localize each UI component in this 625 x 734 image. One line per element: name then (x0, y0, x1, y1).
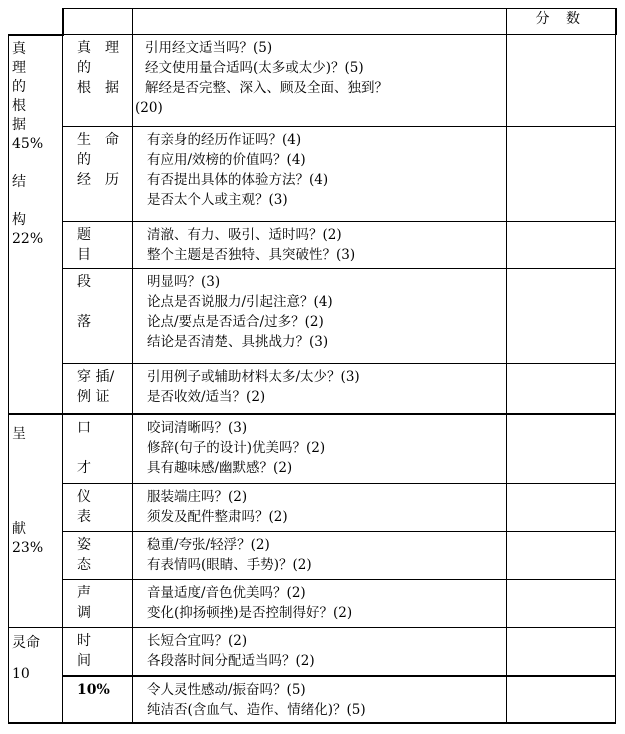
score-cell[interactable] (507, 628, 616, 676)
score-cell[interactable] (507, 676, 616, 723)
sub-category: 生 命 的 经 历 (63, 127, 133, 222)
header-sub-cell (63, 9, 133, 35)
sermon-evaluation-table (8, 8, 617, 724)
table-row (9, 532, 616, 580)
table-row (9, 269, 616, 364)
table-row (9, 35, 616, 127)
score-cell[interactable] (507, 414, 616, 484)
score-cell[interactable] (507, 532, 616, 580)
criteria-cell: 长短合宜吗？(2) 各段落时间分配适当吗？(2) (133, 628, 507, 676)
header-criteria-cell (133, 9, 507, 35)
score-cell[interactable] (507, 127, 616, 222)
criteria-cell: 明显吗？(3) 论点是否说服力/引起注意？(4) 论点/要点是否适合/过多？(2) 结论是否清楚、具挑战力？(3) (133, 269, 507, 364)
sub-category: 姿 态 (63, 532, 133, 580)
section-truth-structure: 真 理 的 根 据 45% 结 构 22% (9, 35, 63, 414)
criteria-cell: 稳重/夸张/轻浮？(2) 有表情吗(眼睛、手势)？(2) (133, 532, 507, 580)
table-row (9, 414, 616, 484)
table-row (9, 580, 616, 628)
score-cell[interactable] (507, 364, 616, 414)
sub-category: 声 调 (63, 580, 133, 628)
sub-category: 题 目 (63, 222, 133, 269)
sub-category: 仪 表 (63, 484, 133, 532)
table-row (9, 484, 616, 532)
score-cell[interactable] (507, 269, 616, 364)
sub-category: 10% (63, 676, 133, 723)
score-cell[interactable] (507, 580, 616, 628)
criteria-cell: 引用例子或辅助材料太多/太少？(3) 是否收效/适当？(2) (133, 364, 507, 414)
criteria-cell: 令人灵性感动/振奋吗？(5) 纯洁否(含血气、造作、情绪化)？(5) (133, 676, 507, 723)
sub-category: 段 落 (63, 269, 133, 364)
score-cell[interactable] (507, 484, 616, 532)
score-cell[interactable] (507, 35, 616, 127)
score-cell[interactable] (507, 222, 616, 269)
criteria-cell: 清澈、有力、吸引、适时吗？(2) 整个主题是否独特、具突破性？(3) (133, 222, 507, 269)
section-spiritual: 灵命 10 (9, 628, 63, 723)
sub-category: 真 理 的 根 据 (63, 35, 133, 127)
criteria-cell: 服装端庄吗？(2) 须发及配件整肃吗？(2) (133, 484, 507, 532)
table-row (9, 127, 616, 222)
criteria-cell: 有亲身的经历作证吗？(4) 有应用/效榜的价值吗？(4) 有否提出具体的体验方法？(4) 是否太个人或主观？(3) (133, 127, 507, 222)
criteria-cell: 音量适度/音色优美吗？(2) 变化(抑扬顿挫)是否控制得好？(2) (133, 580, 507, 628)
rubric-sheet (8, 8, 615, 728)
criteria-cell: 引用经文适当吗？(5) 经文使用量合适吗(太多或太少)？(5) 解经是否完整、深入、顾及全面、独到？ (20) (133, 35, 507, 127)
criteria-cell: 咬词清晰吗？(3) 修辞(句子的设计)优美吗？(2) 具有趣味感/幽默感？(2) (133, 414, 507, 484)
sub-category: 时 间 (63, 628, 133, 676)
table-row (9, 364, 616, 414)
table-row (9, 676, 616, 723)
header-row (9, 9, 616, 35)
score-header: 分 数 (507, 9, 616, 35)
header-section-cell (9, 9, 63, 35)
sub-category: 穿 插/ 例 证 (63, 364, 133, 414)
sub-category: 口 才 (63, 414, 133, 484)
table-row (9, 628, 616, 676)
section-presentation: 呈 献 23% (9, 414, 63, 628)
table-row (9, 222, 616, 269)
